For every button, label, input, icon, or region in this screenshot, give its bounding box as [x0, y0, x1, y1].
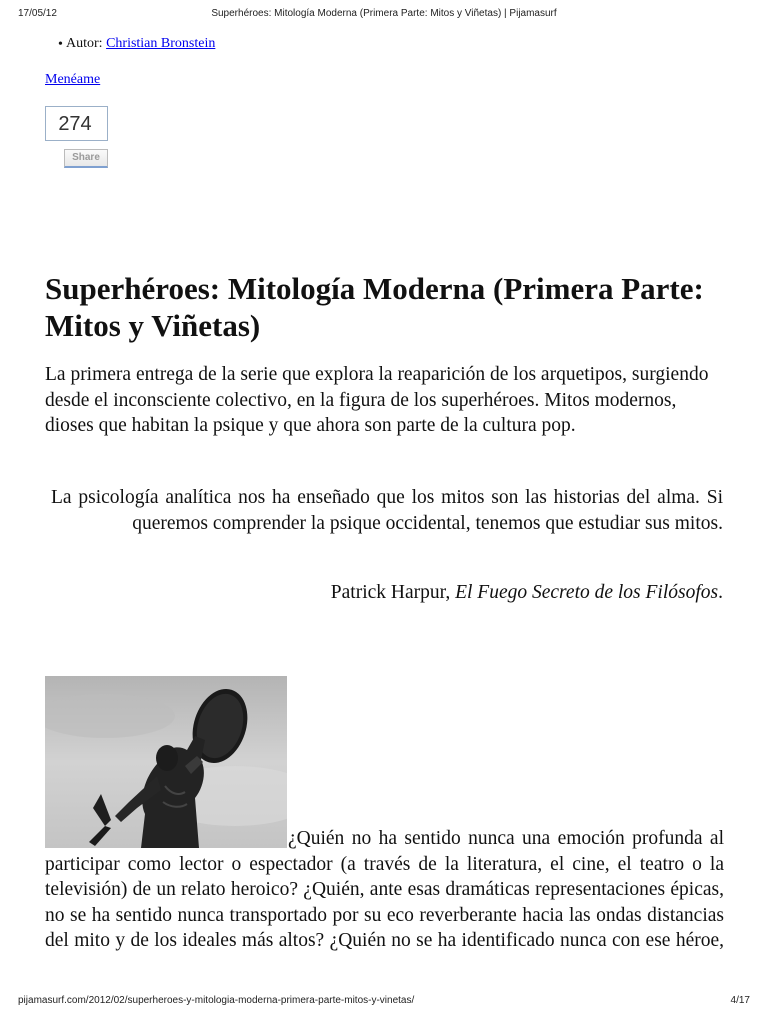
article-intro: La primera entrega de la serie que explora la reaparición de los arquetipos, surgiendo desde el inconsciente colectivo, en la figura de los superhéroes. Mitos modernos, dioses que habitan la psique y que ahora son parte de la cultura pop.: [45, 364, 709, 436]
hero-statue-image: [45, 676, 287, 848]
author-link[interactable]: Christian Bronstein: [106, 36, 216, 51]
print-page-number: 4/17: [730, 995, 750, 1006]
share-counter: [45, 106, 108, 141]
quote-author: Patrick Harpur,: [330, 582, 451, 603]
quote-attribution: [45, 582, 723, 604]
print-date: 17/05/12: [18, 8, 57, 19]
bullet-icon: •: [58, 37, 63, 52]
quote-source: El Fuego Secreto de los Filósofos: [455, 582, 719, 603]
print-url: pijamasurf.com/2012/02/superheroes-y-mitologia-moderna-primera-parte-mitos-y-vinetas/: [18, 995, 415, 1006]
print-page-title: Superhéroes: Mitología Moderna (Primera Parte: Mitos y Viñetas) | Pijamasurf: [211, 8, 557, 19]
author-line: [58, 36, 216, 52]
share-button[interactable]: Share: [64, 149, 108, 168]
quote-end: .: [718, 582, 723, 603]
statue-illustration: [45, 676, 287, 848]
meneame-link[interactable]: Menéame: [45, 72, 101, 87]
share-count: 274: [58, 113, 92, 135]
article-title: Superhéroes: Mitología Moderna (Primera Parte: Mitos y Viñetas): [45, 271, 704, 343]
epigraph-quote: La psicología analítica nos ha enseñado que los mitos son las historias del alma. Si queremos comprender la psique occidental, tenemos que estudiar sus mitos.: [51, 487, 723, 534]
article-body: ¿Quién no ha sentido nunca una emoción profunda al participar como lector o espectador (a través de la literatura, el cine, el teatro o la televisión) de un relato heroico? ¿Quién, ante esas dramáticas representaciones épicas, no se ha sentido nunca transportado por su eco reverberante hacia las ondas distancias del mito y de los ideales más altos? ¿Quién no se ha identificado nunca con ese héroe,: [45, 828, 724, 951]
author-label: Autor:: [66, 36, 103, 51]
